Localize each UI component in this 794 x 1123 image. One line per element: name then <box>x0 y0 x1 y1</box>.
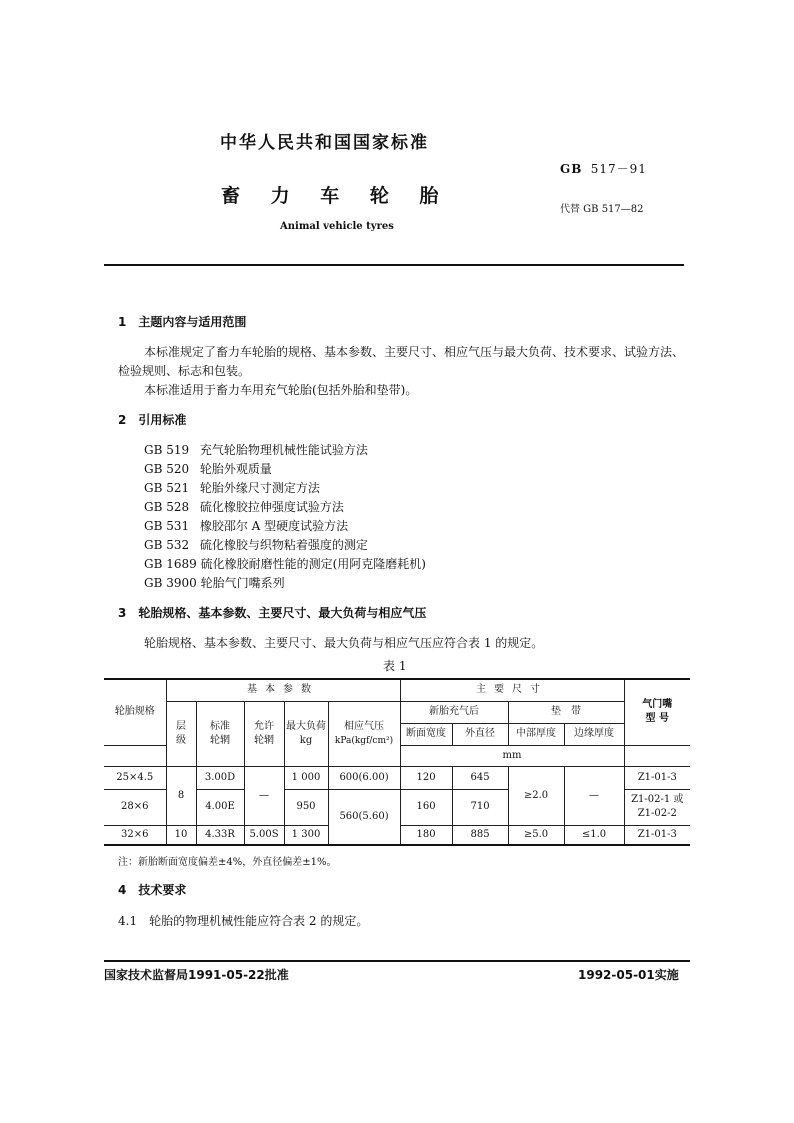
header-ply <box>166 701 196 766</box>
reference-code: GB 1689 <box>144 557 197 571</box>
reference-name: 轮胎外缘尺寸测定方法 <box>199 481 320 495</box>
reference-code: GB 3900 <box>144 576 197 590</box>
header-edge-thick: 边缘厚度 <box>564 723 624 745</box>
reference-item <box>144 517 348 534</box>
reference-item <box>144 441 368 458</box>
cell-mid-thick: ≥5.0 <box>508 825 564 845</box>
cell-outer-dia: 710 <box>452 789 508 825</box>
reference-name: 轮胎外观质量 <box>199 462 272 476</box>
reference-item <box>144 574 285 591</box>
replaces-note: 代替 GB 517—82 <box>560 204 644 215</box>
cell-valve-line-1: Z1-02-1 或 <box>631 794 684 805</box>
header-unit-mm: mm <box>400 745 624 766</box>
reference-name: 充气轮胎物理机械性能试验方法 <box>199 443 368 457</box>
table-note: 注：新胎断面宽度偏差±4%，外直径偏差±1%。 <box>118 857 337 868</box>
cell-mid-thick: ≥2.0 <box>508 766 564 825</box>
header-max-load <box>284 701 328 766</box>
header-outer-dia: 外直径 <box>452 723 508 745</box>
reference-code: GB 519 <box>144 443 190 457</box>
cell-ply: 10 <box>166 825 196 845</box>
cell-max-load: 1 000 <box>284 766 328 789</box>
cell-allowed-rim: — <box>244 766 284 825</box>
cell-edge-thick: ≤1.0 <box>564 825 624 845</box>
header-allowed-rim <box>244 701 284 766</box>
cell-pressure: 560(5.60) <box>328 789 400 845</box>
reference-item <box>144 498 344 515</box>
header-pressure-line-1: 相应气压 <box>344 720 385 732</box>
header-max-load-unit: kg <box>299 734 313 746</box>
header-allowed-rim-line-1: 允许 <box>254 720 274 732</box>
reference-code: GB 520 <box>144 462 190 476</box>
cell-valve: Z1-01-3 <box>624 766 690 789</box>
header-rule <box>104 264 684 266</box>
reference-name: 橡胶邵尔 A 型硬度试验方法 <box>199 519 349 533</box>
section-3-heading: 3 轮胎规格、基本参数、主要尺寸、最大负荷与相应气压 <box>118 606 427 620</box>
header-mid-thick: 中部厚度 <box>508 723 564 745</box>
table-caption: 表 1 <box>383 659 407 673</box>
reference-item <box>144 479 320 496</box>
header-std-rim <box>196 701 244 766</box>
header-valve <box>624 679 690 745</box>
header-basic-params: 基本参数 <box>166 679 400 701</box>
section-2-heading: 2 引用标准 <box>118 413 187 427</box>
reference-code: GB 521 <box>144 481 190 495</box>
footer-rule <box>104 960 690 962</box>
header-valve-line-1: 气门嘴 <box>642 699 673 711</box>
header-std-rim-line-2: 轮辋 <box>210 734 230 746</box>
cell-std-rim: 4.33R <box>196 825 244 845</box>
cell-outer-dia: 645 <box>452 766 508 789</box>
cell-std-rim: 3.00D <box>196 766 244 789</box>
reference-item <box>144 536 368 553</box>
header-ply-line-2: 级 <box>176 734 186 746</box>
effective-date: 1992-05-01实施 <box>578 968 679 982</box>
cell-valve <box>624 789 690 825</box>
cell-max-load: 1 300 <box>284 825 328 845</box>
header-max-load-line-1: 最大负荷 <box>286 720 326 732</box>
empty-cell <box>104 745 166 766</box>
reference-item <box>144 460 272 477</box>
cell-spec: 28×6 <box>104 789 166 825</box>
header-pressure <box>328 701 400 766</box>
cell-std-rim: 4.00E <box>196 789 244 825</box>
cell-allowed-rim: 5.00S <box>244 825 284 845</box>
empty-cell <box>624 745 690 766</box>
cell-valve: Z1-01-3 <box>624 825 690 845</box>
cell-outer-dia: 885 <box>452 825 508 845</box>
reference-code: GB 532 <box>144 538 190 552</box>
reference-name: 硫化橡胶拉伸强度试验方法 <box>199 500 344 514</box>
reference-item <box>144 555 426 572</box>
cell-valve-line-2: Z1-02-2 <box>637 808 677 819</box>
header-inflated: 新胎充气后 <box>400 701 508 723</box>
section-4-heading: 4 技术要求 <box>118 883 187 897</box>
standard-number-value: 517－91 <box>590 162 647 176</box>
cell-max-load: 950 <box>284 789 328 825</box>
cell-ply: 8 <box>166 766 196 825</box>
header-flap: 垫 带 <box>508 701 624 723</box>
english-title: Animal vehicle tyres <box>280 221 394 232</box>
document-title: 畜 力 车 轮 胎 <box>221 185 439 207</box>
header-main-dims: 主要尺寸 <box>400 679 624 701</box>
reference-name: 硫化橡胶与织物粘着强度的测定 <box>199 538 368 552</box>
cell-edge-thick: — <box>564 766 624 825</box>
reference-name: 轮胎气门嘴系列 <box>200 576 285 590</box>
section-1-heading: 1 主题内容与适用范围 <box>118 315 247 329</box>
cell-section-width: 180 <box>400 825 452 845</box>
reference-code: GB 531 <box>144 519 190 533</box>
header-spec: 轮胎规格 <box>104 679 166 745</box>
header-section-width: 断面宽度 <box>400 723 452 745</box>
header-pressure-unit: kPa(kgf/cm²) <box>334 735 394 746</box>
section-1-para-2: 本标准适用于畜力车用充气轮胎(包括外胎和垫带)。 <box>144 383 418 397</box>
header-std-rim-line-1: 标准 <box>210 720 230 732</box>
standard-prefix: GB <box>560 162 583 176</box>
standard-number <box>560 160 647 177</box>
cell-section-width: 120 <box>400 766 452 789</box>
reference-name: 硫化橡胶耐磨性能的测定(用阿克隆磨耗机) <box>200 557 426 571</box>
header-ply-line-1: 层 <box>176 720 186 732</box>
section-1-para-1-line-2: 检验规则、标志和包装。 <box>118 364 251 378</box>
cell-spec: 32×6 <box>104 825 166 845</box>
approval-date: 国家技术监督局1991-05-22批准 <box>104 968 289 982</box>
header-allowed-rim-line-2: 轮辋 <box>254 734 274 746</box>
standard-body-title: 中华人民共和国国家标准 <box>220 133 429 153</box>
reference-code: GB 528 <box>144 500 190 514</box>
section-4-1: 4.1 轮胎的物理机械性能应符合表 2 的规定。 <box>118 914 369 928</box>
cell-section-width: 160 <box>400 789 452 825</box>
cell-pressure: 600(6.00) <box>328 766 400 789</box>
header-valve-line-2: 型 号 <box>645 713 670 725</box>
tire-spec-table <box>104 678 690 846</box>
cell-spec: 25×4.5 <box>104 766 166 789</box>
section-3-para: 轮胎规格、基本参数、主要尺寸、最大负荷与相应气压应符合表 1 的规定。 <box>144 636 544 650</box>
section-1-para-1-line-1: 本标准规定了畜力车轮胎的规格、基本参数、主要尺寸、相应气压与最大负荷、技术要求、试验方法、 <box>144 345 685 359</box>
